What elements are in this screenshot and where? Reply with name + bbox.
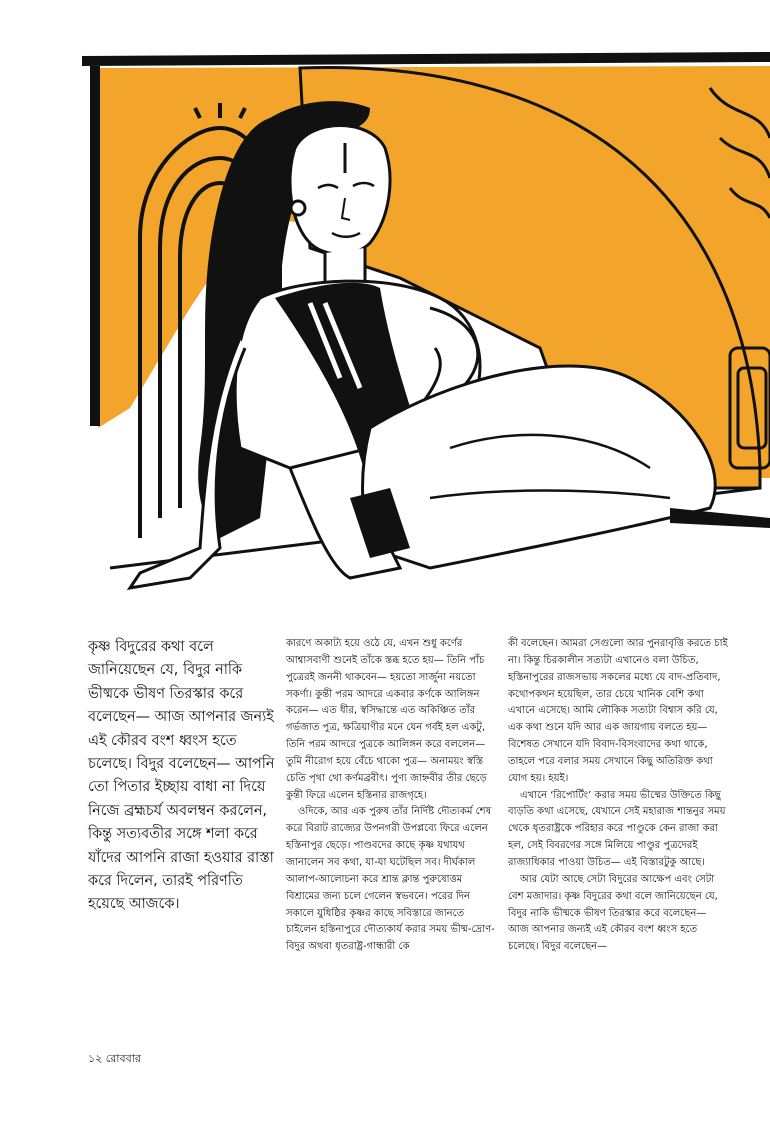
illustration-top-border [82, 52, 770, 66]
frame-left [90, 66, 100, 426]
page-number: ১২ [88, 1052, 103, 1065]
article-column-2 [286, 636, 498, 956]
column-3-paragraph-1: কী বলেছেন। আমরা সেগুলো আর পুনরাবৃত্তি করতে চাই না। কিন্তু চিরকালীন সত্যটা এখানেও বলা উচিত, হস্তিনাপুরের রাজসভায় সকলের মধ্যে যে বাদ-প্রতিবাদ, কথোপকথন হয়েছিল, তার চেয়ে খানিক বেশি কথা এখানে এসেছে। আমি লৌকিক সত্যটা বিশ্বাস করি যে, এক কথা শুনে যদি আর এক জায়গায় বলতে হয়— বিশেষত সেখানে যদি বিবাদ-বিসংবাদের কথা থাকে, তাহলে পরে বলার সময় সেখানে কিছু অতিরিক্ত কথা যোগ হয়। হয়ই। [508, 638, 728, 784]
magazine-name: রোববার [105, 1052, 141, 1065]
column-3-paragraph-3: আর যেটা আছে সেটা বিদুরের আক্ষেপ এবং সেটা বেশ মজাদার। কৃষ্ণ বিদুরের কথা বলে জানিয়েছেন যে, বিদুর নাকি ভীষ্মকে ভীষণ তিরস্কার করে বলেছেন— আজ আপনার জন্যই এই কৌরব বংশ ধ্বংস হতে চলেছে। বিদুর বলেছেন— [508, 873, 718, 953]
illustration [70, 48, 770, 622]
lead-paragraph: কৃষ্ণ বিদুরের কথা বলে জানিয়েছেন যে, বিদুর নাকি ভীষ্মকে ভীষণ তিরস্কার করে বলেছেন— আজ আপনার জন্যই এই কৌরব বংশ ধ্বংস হতে চলেছে। বিদুর বলেছেন— আপনি তো পিতার ইচ্ছায় বাধা না দিয়ে নিজে ব্রহ্মচর্য অবলম্বন করলেন, কিন্তু সত্যবতীর সঙ্গে শলা করে যাঁদের আপনি রাজা হওয়ার রাস্তা করে দিলেন, তারই পরিণতি হয়েছে আজকে। [88, 639, 275, 913]
column-2-paragraph-1: কারণে অকাট্য হয়ে ওঠে যে, এখন শুধু কর্ণের আশ্বাসবাণী শুনেই তাঁকে স্তব্ধ হতে হয়— তিনি পাঁচ পুত্রেরই জননী থাকবেন— হয়তো সার্জুনা নয়তো সকর্ণা। কুন্তী পরম আদরে একবার কর্ণকে আলিঙ্গন করেন— এত ধীর, স্বসিদ্ধান্তে এত অকিঞ্চিত তাঁর গর্ভজাত পুত্র, ক্ষত্রিয়াণীর মনে যেন গর্বই হল একটু, তিনি পরম আদরে পুত্রকে আলিঙ্গন করে বললেন— তুমি নীরোগ হয়ে বেঁচে থাকো পুত্র— অনাময়ং স্বস্তি চেতি পৃথা থো কর্ণমব্রবীৎ। পুণ্য জাহ্নবীর তীর ছেড়ে কুন্তী ফিরে এলেন হস্তিনার রাজগৃহে। [286, 638, 487, 801]
article-column-3 [508, 636, 728, 956]
page-footer [88, 1050, 141, 1069]
column-2-paragraph-2: ওদিকে, আর এক পুরুষ তাঁর নির্দিষ্ট দৌত্যকর্ম শেষ করে বিরাট রাজ্যের উপনগরী উপপ্লব্যে ফিরে এলেন হস্তিনাপুর ছেড়ে। পাণ্ডবদের কাছে কৃষ্ণ যথাযথ জানালেন সব কথা, যা-যা ঘটেছিল সব। দীর্ঘকাল আলাপ-আলোচনা করে শ্রান্ত ক্লান্ত পুরুষোত্তম বিশ্রামের জন্য চলে গেলেন স্বভবনে। পরের দিন সকালে যুধিষ্ঠির কৃষ্ণর কাছে সবিস্তারে জানতে চাইলেন হস্তিনাপুরে দৌত্যকার্য করার সময় ভীষ্ম-দ্রোণ-বিদুর অথবা ধৃতরাষ্ট্র-গান্ধারী কে [286, 806, 495, 953]
column-3-paragraph-2: এখানে ‘রিপোর্টিং’ করার সময় ভীষ্মের উক্তিতে কিছু বাড়তি কথা এসেছে, যেখানে সেই মহারাজ শান্তনুর সময় থেকে ধৃতরাষ্ট্রকে পরিহার করে পাণ্ডুকে কেন রাজা করা হল, সেই বিবরণের সঙ্গে মিলিয়ে পাণ্ডুর পুত্রদেরই রাজ্যাধিকার পাওয়া উচিত— এই বিস্তারটুকু আছে। [508, 789, 726, 868]
